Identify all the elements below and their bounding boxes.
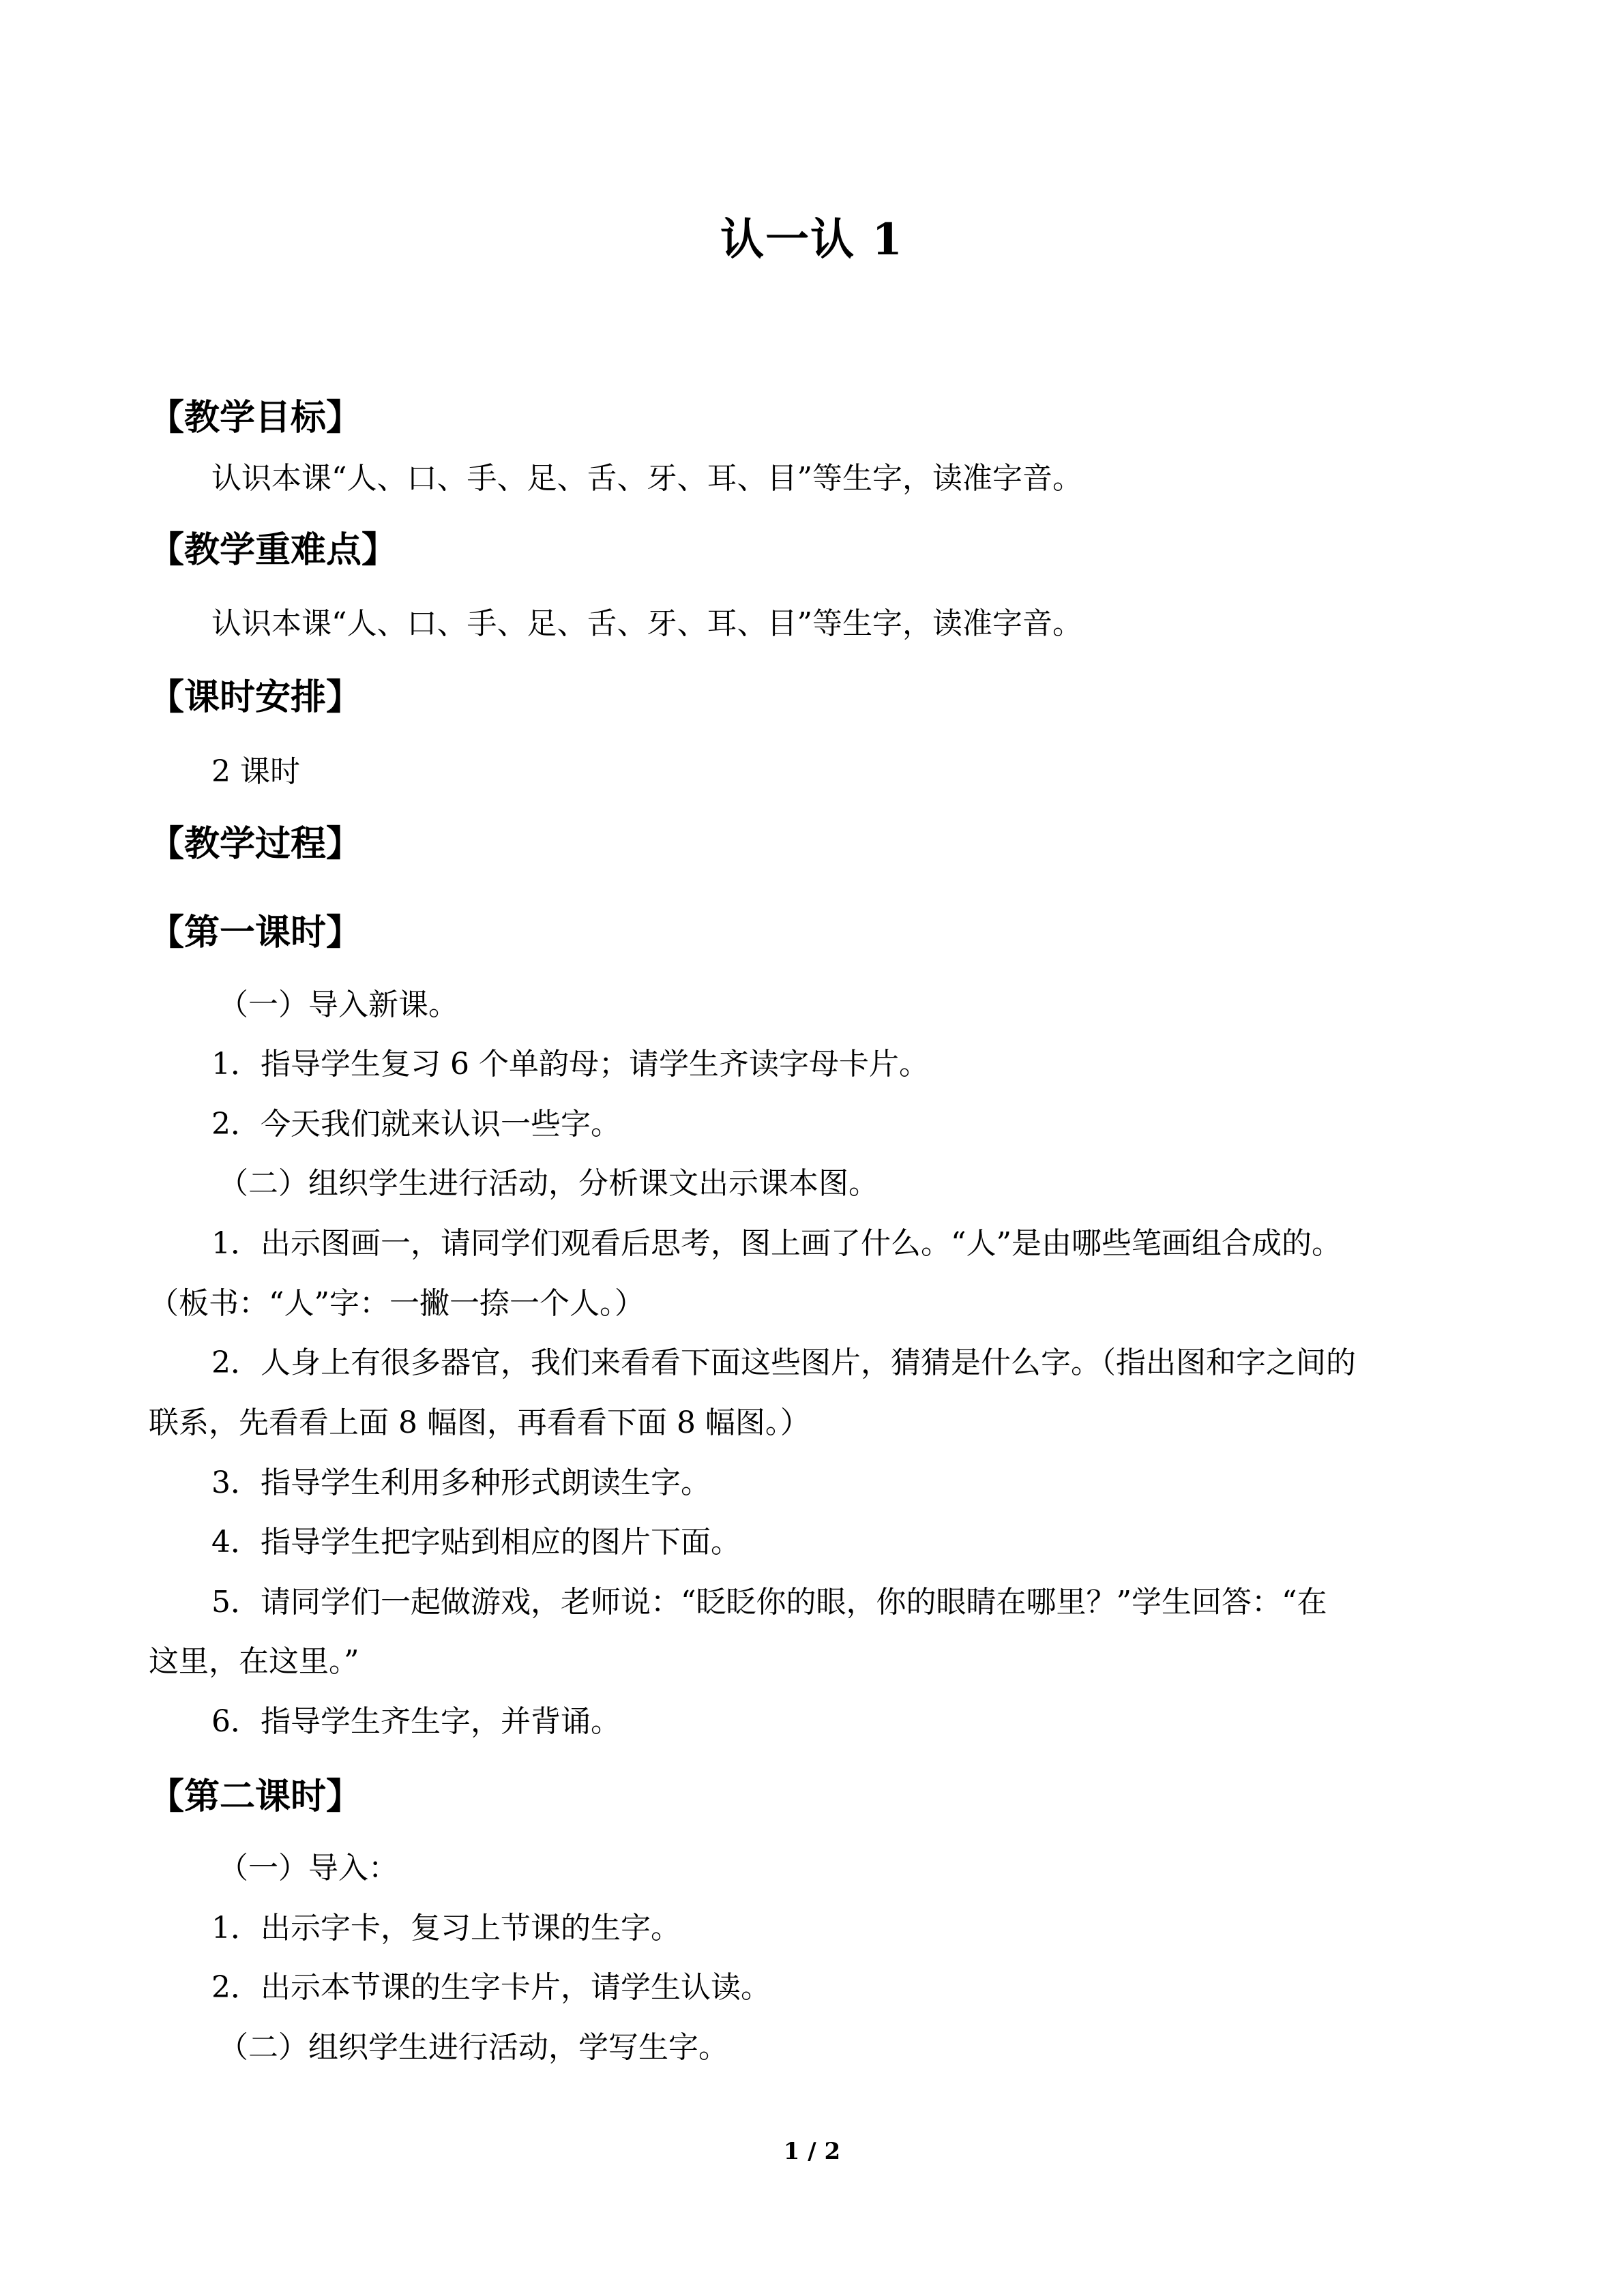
lesson2-item2: 2．出示本节课的生字卡片，请学生认读。 — [211, 1970, 771, 2005]
lesson1-step3: 3．指导学生利用多种形式朗读生字。 — [211, 1465, 711, 1500]
lesson1-step2-line2: 联系，先看看上面 8 幅图，再看看下面 8 幅图。） — [149, 1405, 810, 1440]
lesson1-item1: 1．指导学生复习 6 个单韵母；请学生齐读字母卡片。 — [211, 1047, 929, 1082]
heading-schedule: 【课时安排】 — [149, 677, 362, 718]
lesson1-step5-line1: 5．请同学们一起做游戏，老师说：“眨眨你的眼，你的眼睛在哪里？”学生回答：“在 — [211, 1585, 1327, 1620]
heading-key-points: 【教学重难点】 — [149, 530, 398, 571]
lesson1-step4: 4．指导学生把字贴到相应的图片下面。 — [211, 1525, 741, 1560]
page-title: 认一认 1 — [720, 214, 904, 265]
heading-teaching-process: 【教学过程】 — [149, 824, 362, 865]
lesson1-step1-line1: 1．出示图画一，请同学们观看后思考，图上画了什么。“人”是由哪些笔画组合成的。 — [211, 1226, 1342, 1261]
lesson2-item1: 1．出示字卡，复习上节课的生字。 — [211, 1911, 681, 1945]
lesson1-step2-line1: 2．人身上有很多器官，我们来看看下面这些图片，猜猜是什么字。（指出图和字之间的 — [211, 1345, 1356, 1380]
lesson1-step1-line2: （板书：“人”字：一撇一捺一个人。） — [149, 1286, 645, 1321]
heading-lesson-two: 【第二课时】 — [149, 1776, 362, 1817]
page-number: 1 / 2 — [783, 2138, 841, 2165]
lesson1-item2: 2．今天我们就来认识一些字。 — [211, 1107, 621, 1142]
heading-lesson-one: 【第一课时】 — [149, 912, 362, 953]
schedule-text: 2 课时 — [211, 754, 300, 789]
lesson2-part1: （一）导入： — [218, 1851, 398, 1885]
lesson1-step5-line2: 这里，在这里。” — [149, 1644, 359, 1679]
lesson2-part2: （二）组织学生进行活动，学写生字。 — [218, 2030, 728, 2065]
lesson1-part2: （二）组织学生进行活动，分析课文出示课本图。 — [218, 1166, 879, 1201]
key-points-text: 认识本课“人、口、手、足、舌、牙、耳、目”等生字，读准字音。 — [211, 606, 1082, 641]
lesson1-part1: （一）导入新课。 — [218, 987, 458, 1022]
lesson1-step6: 6．指导学生齐生字，并背诵。 — [211, 1704, 621, 1739]
heading-teaching-goals: 【教学目标】 — [149, 398, 362, 438]
goals-text: 认识本课“人、口、手、足、舌、牙、耳、目”等生字，读准字音。 — [211, 461, 1082, 496]
